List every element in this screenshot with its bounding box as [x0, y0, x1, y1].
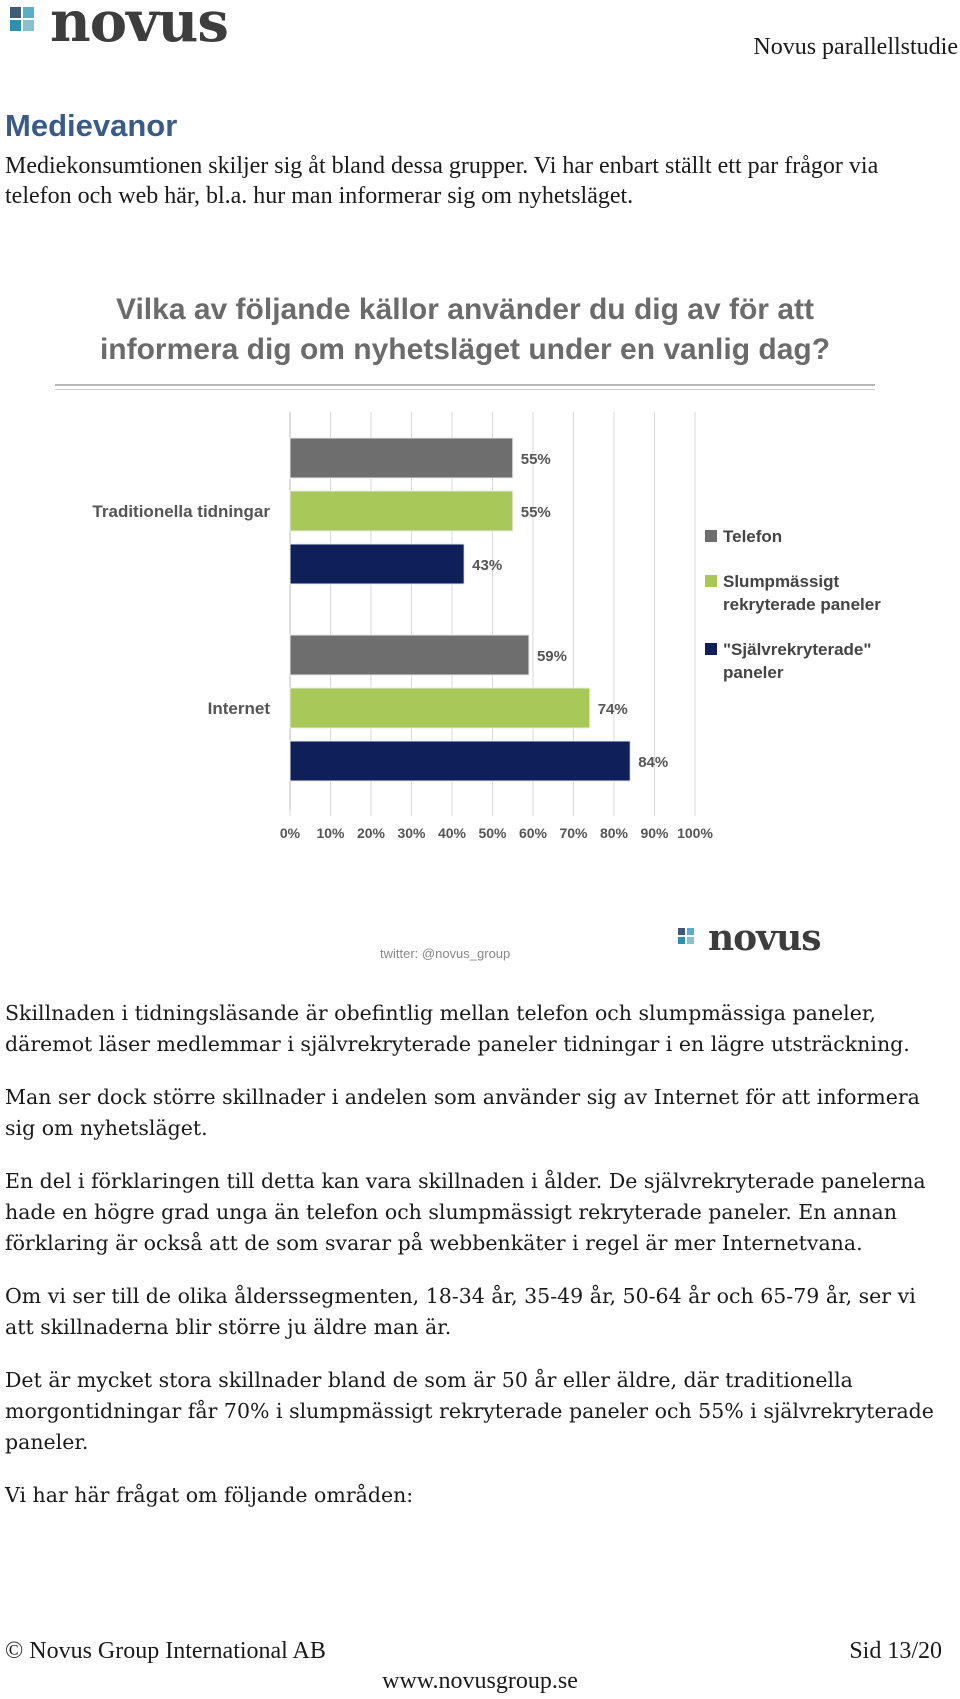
- category-label: Internet: [207, 699, 270, 718]
- x-tick-label: 40%: [437, 825, 467, 841]
- chart-novus-logo: [678, 917, 858, 962]
- data-label: 43%: [472, 557, 503, 574]
- body-paragraph: Om vi ser till de olika ålderssegmenten, 18-34 år, 35-49 år, 50-64 år och 65-79 år, ser vi att skillnaderna blir större ju äldre man är.: [5, 1284, 916, 1339]
- bar: [290, 635, 529, 675]
- legend-swatch: [705, 530, 717, 542]
- legend-label: rekryterade paneler: [723, 595, 881, 614]
- chart-legend: [705, 525, 925, 706]
- body-paragraph: Det är mycket stora skillnader bland de som är 50 år eller äldre, där traditionella morgontidningar får 70% i slumpmässigt rekryterade paneler och 55% i självrekryterade paneler.: [5, 1368, 934, 1454]
- x-tick-label: 70%: [559, 825, 588, 841]
- body-paragraph: Skillnaden i tidningsläsande är obefintlig mellan telefon och slumpmässiga paneler, däremot läser medlemmar i självrekryterade paneler tidningar i en lägre utsträckning.: [5, 1001, 910, 1056]
- document-header-title: Novus parallellstudie: [753, 34, 958, 60]
- legend-label: paneler: [723, 663, 784, 682]
- data-label: 84%: [638, 754, 669, 771]
- section-title: Medievanor: [5, 108, 178, 143]
- x-tick-label: 20%: [356, 825, 386, 841]
- bar: [290, 438, 513, 478]
- legend-item: [705, 570, 925, 616]
- body-paragraph: En del i förklaringen till detta kan vara skillnaden i ålder. De självrekryterade panelerna hade en högre grad unga än telefon och slumpmässigt rekryterade paneler. En annan förklaring är också att de som svarar på webbenkäter i regel är mer Internetvana.: [5, 1169, 926, 1255]
- body-paragraph: Vi har här frågat om följande områden:: [5, 1483, 414, 1507]
- x-tick-label: 50%: [478, 825, 507, 841]
- bar: [290, 741, 630, 781]
- body-text: [5, 998, 945, 1533]
- logo-wordmark: novus: [50, 0, 228, 55]
- data-label: 55%: [520, 504, 551, 521]
- legend-label: "Självrekryterade": [723, 640, 872, 659]
- chart-logo-squares-icon: [678, 928, 702, 954]
- x-tick-label: 90%: [640, 825, 669, 841]
- legend-swatch: [705, 643, 717, 655]
- legend-label: Telefon: [723, 527, 783, 546]
- bar-chart: [50, 290, 920, 970]
- footer-copyright: © Novus Group International AB: [5, 1638, 326, 1664]
- x-tick-label: 60%: [518, 825, 548, 841]
- x-tick-label: 100%: [677, 825, 713, 841]
- data-label: 59%: [536, 648, 567, 665]
- bar: [290, 688, 590, 728]
- legend-item: [705, 638, 925, 684]
- chart-title-line-2: informera dig om nyhetsläget under en vanlig dag?: [99, 333, 831, 366]
- logo-squares-icon: [10, 7, 46, 45]
- x-tick-label: 0%: [279, 825, 301, 841]
- legend-label: Slumpmässigt: [723, 572, 840, 591]
- legend-item: [705, 525, 925, 548]
- legend-swatch: [705, 575, 717, 587]
- data-label: 74%: [597, 701, 628, 718]
- data-label: 55%: [520, 451, 551, 468]
- x-tick-label: 80%: [599, 825, 629, 841]
- footer-page-number: Sid 13/20: [849, 1638, 942, 1664]
- bar: [290, 544, 464, 584]
- intro-paragraph: Mediekonsumtionen skiljer sig åt bland dessa grupper. Vi har enbart ställt ett par frågor via telefon och web här, bl.a. hur man informerar sig om nyhetsläget.: [5, 153, 879, 209]
- chart-logo-wordmark: novus: [708, 917, 821, 959]
- novus-logo: [10, 0, 280, 55]
- chart-title-line-1: Vilka av följande källor använder du dig av för att: [116, 293, 814, 326]
- body-paragraph: Man ser dock större skillnader i andelen som använder sig av Internet för att informera sig om nyhetsläget.: [5, 1085, 920, 1140]
- x-tick-label: 30%: [397, 825, 426, 841]
- x-tick-label: 10%: [316, 825, 345, 841]
- chart-credit: twitter: @novus_group: [380, 946, 511, 961]
- category-label: Traditionella tidningar: [92, 502, 270, 521]
- footer-url: www.novusgroup.se: [382, 1668, 578, 1694]
- bar: [290, 491, 513, 531]
